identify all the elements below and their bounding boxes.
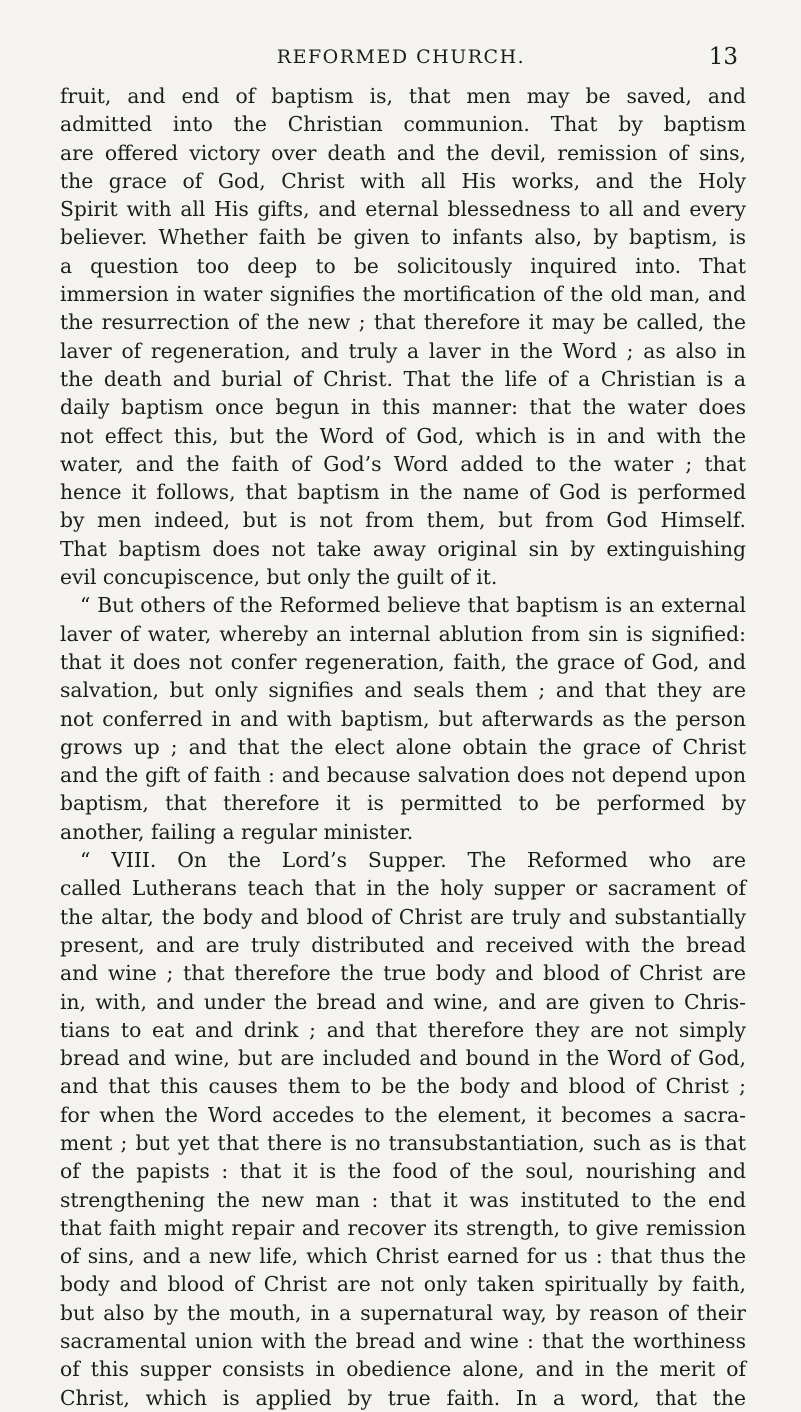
text-line: the grace of God, Christ with all His works, and the Holy — [60, 168, 746, 193]
text-line: present, and are truly distributed and received with the bread — [60, 932, 746, 957]
text-line: that faith might repair and recover its strength, to give remission — [60, 1215, 746, 1240]
page-number: 13 — [708, 44, 738, 70]
text-line: the death and burial of Christ. That the life of a Christian is a — [60, 366, 746, 391]
text-line: Spirit with all His gifts, and eternal blessedness to all and every — [60, 197, 746, 222]
text-line: in, with, and under the bread and wine, and are given to Chris- — [60, 989, 746, 1014]
text-line: laver of regeneration, and truly a laver in the Word ; as also in — [60, 338, 746, 363]
text-line: hence it follows, that baptism in the name of God is performed — [60, 480, 746, 505]
body-text — [60, 82, 746, 1412]
text-line: “ But others of the Reformed believe that baptism is an external — [80, 593, 746, 618]
text-line: laver of water, whereby an internal ablution from sin is signified: — [60, 621, 746, 646]
text-line: strengthening the new man : that it was instituted to the end — [60, 1187, 746, 1212]
text-line: and wine ; that therefore the true body and blood of Christ are — [60, 961, 746, 986]
text-line: and that this causes them to be the body and blood of Christ ; — [60, 1074, 746, 1099]
text-line: but also by the mouth, in a supernatural way, by reason of their — [60, 1300, 746, 1325]
text-line: That baptism does not take away original sin by extinguishing — [60, 536, 746, 561]
running-head — [64, 46, 738, 76]
text-line: the resurrection of the new ; that therefore it may be called, the — [60, 310, 746, 335]
text-line: fruit, and end of baptism is, that men may be saved, and — [60, 84, 746, 108]
text-line: for when the Word accedes to the element, it becomes a sacra- — [60, 1102, 746, 1127]
text-line: not effect this, but the Word of God, which is in and with the — [60, 423, 746, 448]
text-line: by men indeed, but is not from them, but from God Himself. — [60, 508, 746, 533]
text-line: body and blood of Christ are not only taken spiritually by faith, — [60, 1272, 746, 1297]
text-line: another, failing a regular minister. — [60, 819, 414, 844]
text-line: sacramental union with the bread and wine : that the worthiness — [60, 1329, 746, 1354]
text-line: called Lutherans teach that in the holy supper or sacrament of — [60, 876, 746, 901]
text-line: of the papists : that it is the food of the soul, nourishing and — [60, 1159, 746, 1184]
section-heading-line: “ VIII. On the Lord’s Supper. The Reformed who are — [80, 848, 746, 873]
text-line: ment ; but yet that there is no transubstantiation, such as is that — [60, 1130, 746, 1155]
text-line: Christ, which is applied by true faith. In a word, that the — [60, 1385, 746, 1410]
text-line: that it does not confer regeneration, faith, the grace of God, and — [60, 649, 746, 674]
text-line: grows up ; and that the elect alone obtain the grace of Christ — [60, 734, 746, 759]
text-line: salvation, but only signifies and seals them ; and that they are — [60, 678, 746, 703]
text-line: admitted into the Christian communion. That by baptism — [60, 112, 746, 137]
text-line: bread and wine, but are included and bound in the Word of God, — [60, 1046, 746, 1071]
text-line: believer. Whether faith be given to infants also, by baptism, is — [60, 225, 746, 250]
text-line: evil concupiscence, but only the guilt of it. — [60, 565, 498, 590]
text-line: daily baptism once begun in this manner: that the water does — [60, 395, 746, 420]
text-line: water, and the faith of God’s Word added to the water ; that — [60, 451, 746, 476]
text-line: of this supper consists in obedience alone, and in the merit of — [60, 1357, 746, 1382]
text-line: a question too deep to be solicitously inquired into. That — [60, 253, 746, 278]
text-line: tians to eat and drink ; and that therefore they are not simply — [60, 1017, 746, 1042]
text-line: baptism, that therefore it is permitted to be performed by — [60, 791, 746, 816]
text-line: of sins, and a new life, which Christ earned for us : that thus the — [60, 1244, 746, 1269]
text-line: immersion in water signifies the mortification of the old man, and — [60, 282, 746, 307]
running-title: REFORMED CHURCH. — [276, 46, 526, 68]
text-line: not conferred in and with baptism, but afterwards as the person — [60, 706, 746, 731]
text-line: the altar, the body and blood of Christ are truly and substantially — [60, 904, 746, 929]
text-line: are offered victory over death and the devil, remission of sins, — [60, 140, 746, 165]
text-line: and the gift of faith : and because salvation does not depend upon — [60, 763, 746, 788]
